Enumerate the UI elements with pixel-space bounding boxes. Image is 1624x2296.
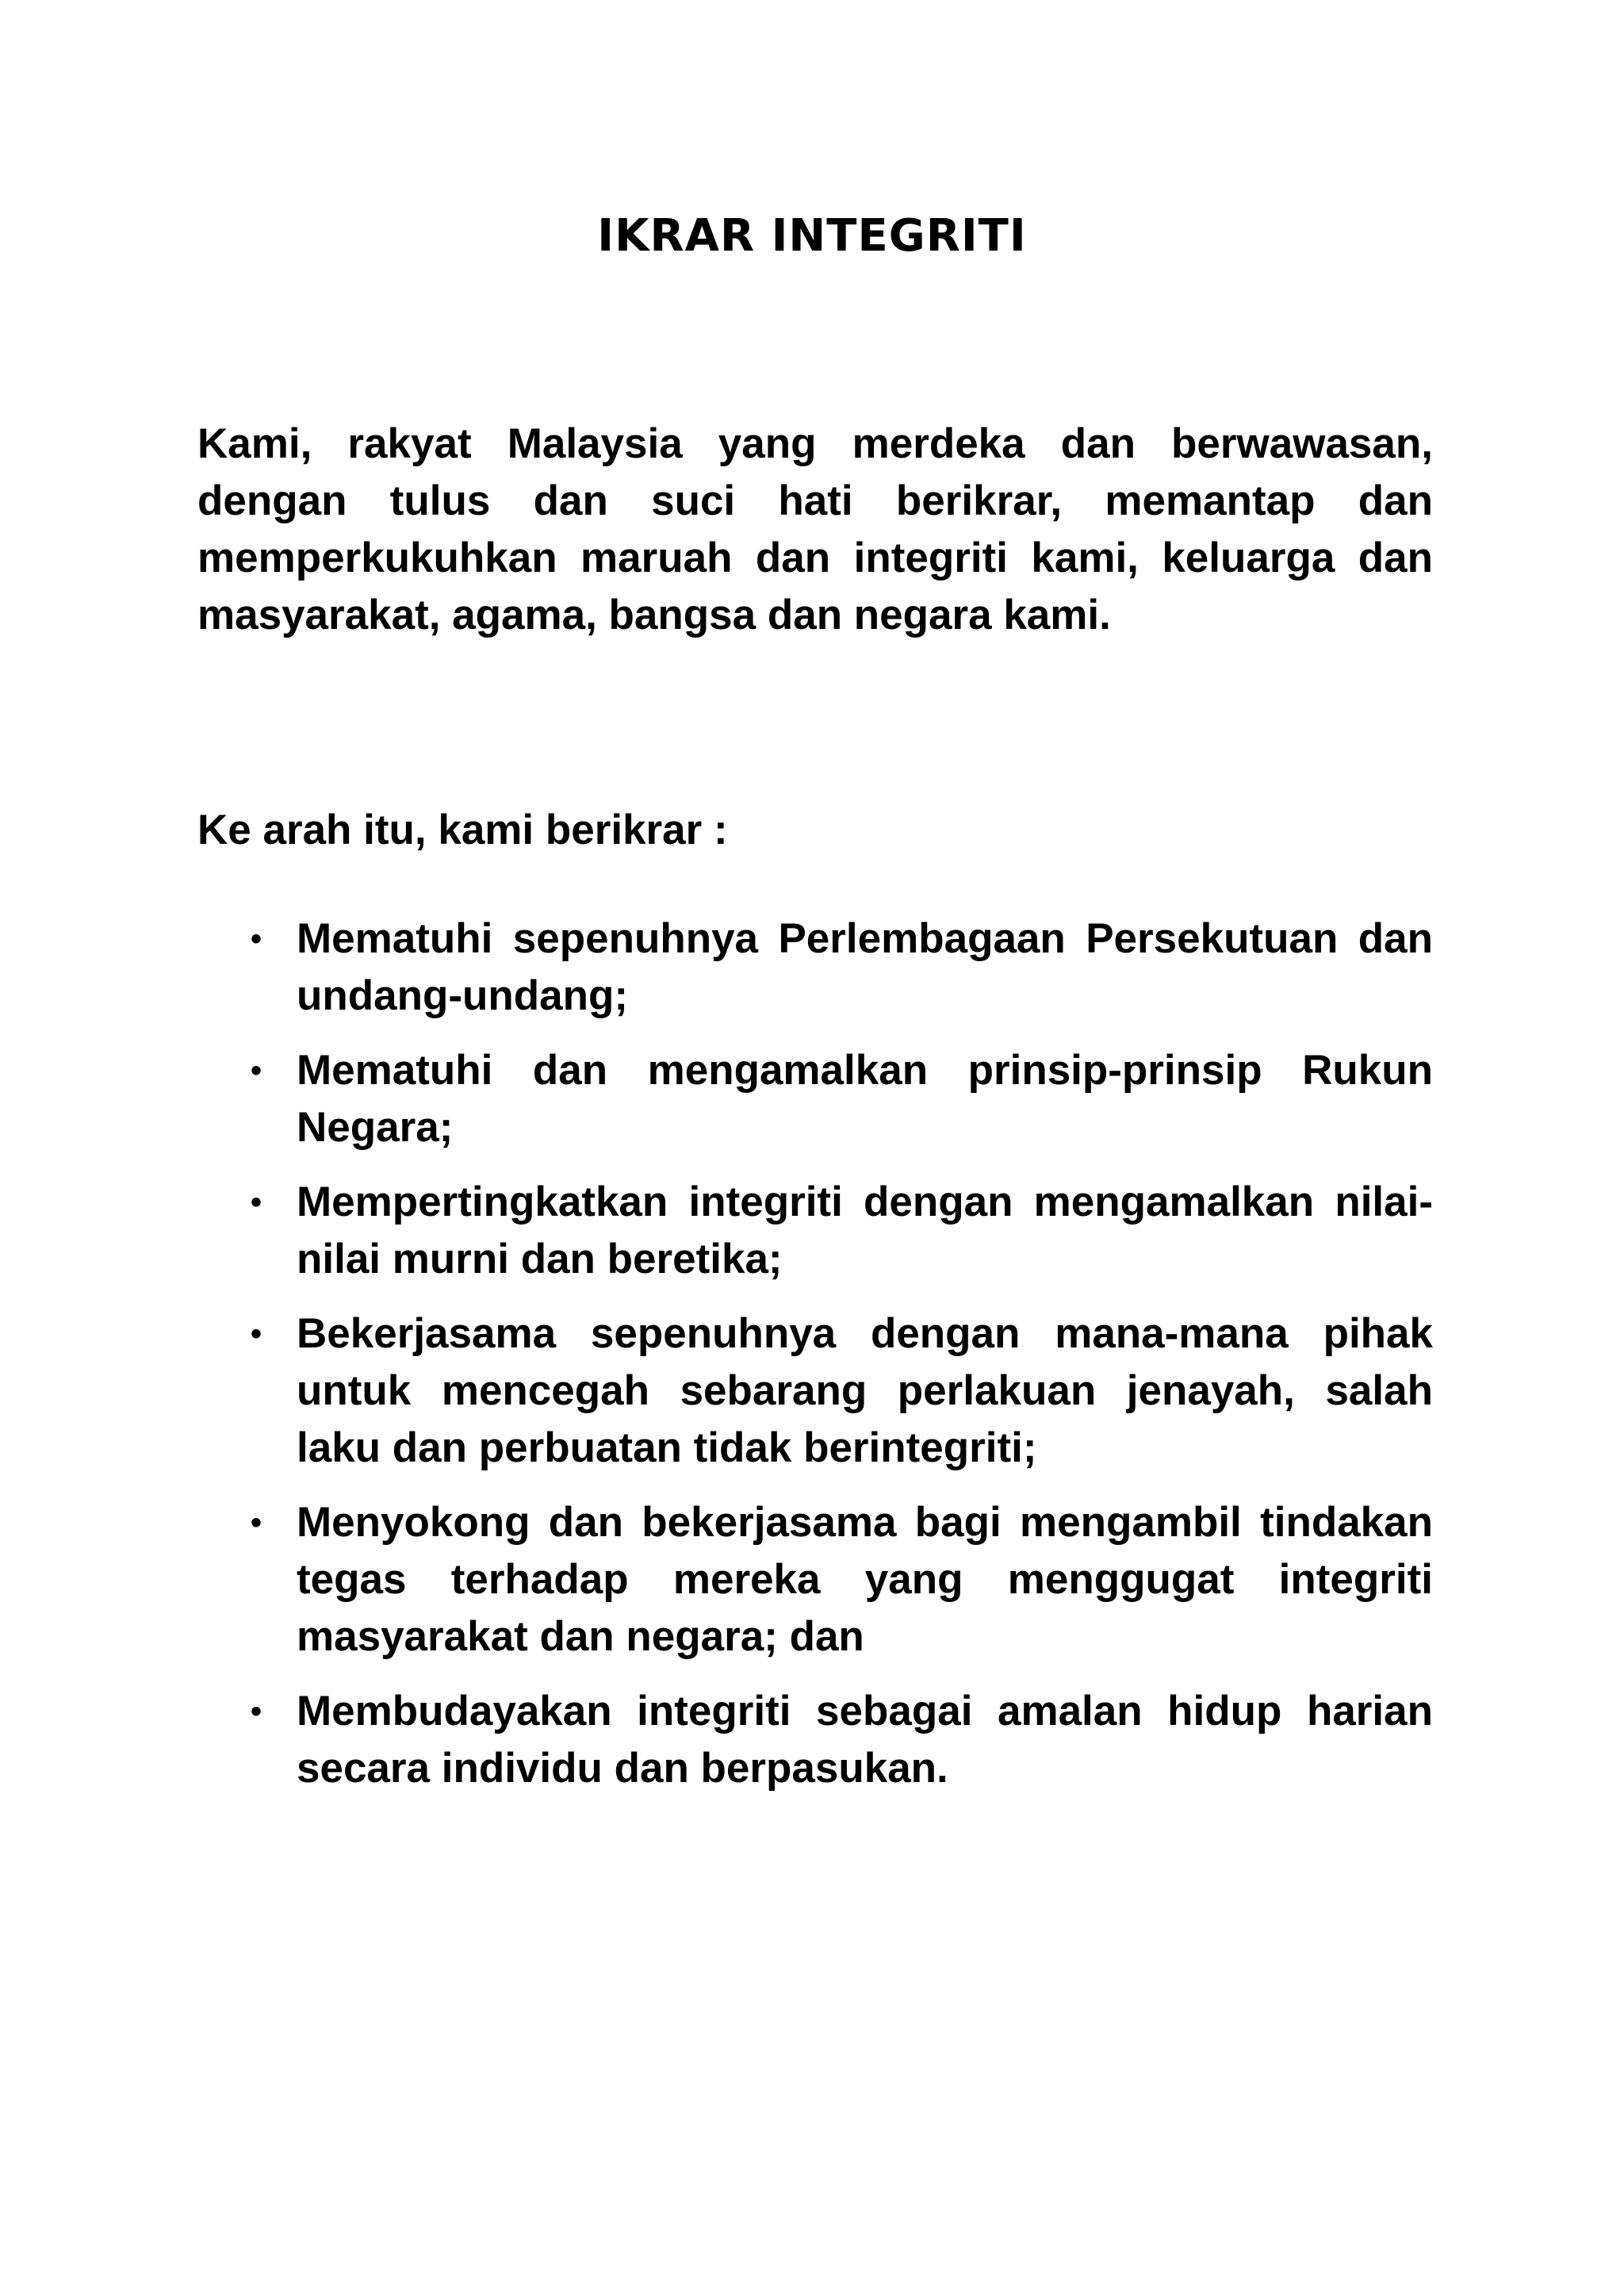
bullet-icon: •: [250, 1317, 262, 1351]
bullet-icon: •: [250, 1505, 262, 1540]
pledge-lead-in: Ke arah itu, kami berikrar :: [197, 807, 728, 853]
pledge-item: [197, 1042, 1433, 1156]
pledge-item: [197, 1683, 1433, 1797]
pledge-text: Bekerjasama sepenuhnya dengan mana-mana pihak untuk mencegah sebarang perlakuan jenayah, salah laku dan perbuatan tidak berintegriti;: [297, 1310, 1433, 1471]
pledge-item: [197, 1174, 1433, 1288]
bullet-icon: •: [250, 922, 262, 956]
pledge-text: Membudayakan integriti sebagai amalan hidup harian secara individu dan berpasukan.: [297, 1688, 1433, 1792]
pledge-text: Mematuhi dan mengamalkan prinsip-prinsip Rukun Negara;: [297, 1047, 1433, 1151]
pledge-item: [197, 1305, 1433, 1477]
pledge-list: [197, 910, 1433, 1815]
pledge-item: [197, 1494, 1433, 1665]
pledge-text: Mematuhi sepenuhnya Perlembagaan Persekutuan dan undang-undang;: [297, 915, 1433, 1019]
document-title: IKRAR INTEGRITI: [597, 210, 1027, 262]
pledge-text: Menyokong dan bekerjasama bagi mengambil tindakan tegas terhadap mereka yang menggugat integriti masyarakat dan negara; dan: [297, 1499, 1433, 1660]
intro-paragraph: Kami, rakyat Malaysia yang merdeka dan berwawasan, dengan tulus dan suci hati berikrar, memantap dan memperkukuhkan maruah dan integriti kami, keluarga dan masyarakat, agama, bangsa dan negara kami.: [197, 420, 1433, 638]
pledge-item: [197, 910, 1433, 1025]
pledge-text: Mempertingkatkan integriti dengan mengamalkan nilai-nilai murni dan beretika;: [297, 1179, 1433, 1282]
bullet-icon: •: [250, 1694, 262, 1729]
bullet-icon: •: [250, 1185, 262, 1220]
bullet-icon: •: [250, 1053, 262, 1088]
